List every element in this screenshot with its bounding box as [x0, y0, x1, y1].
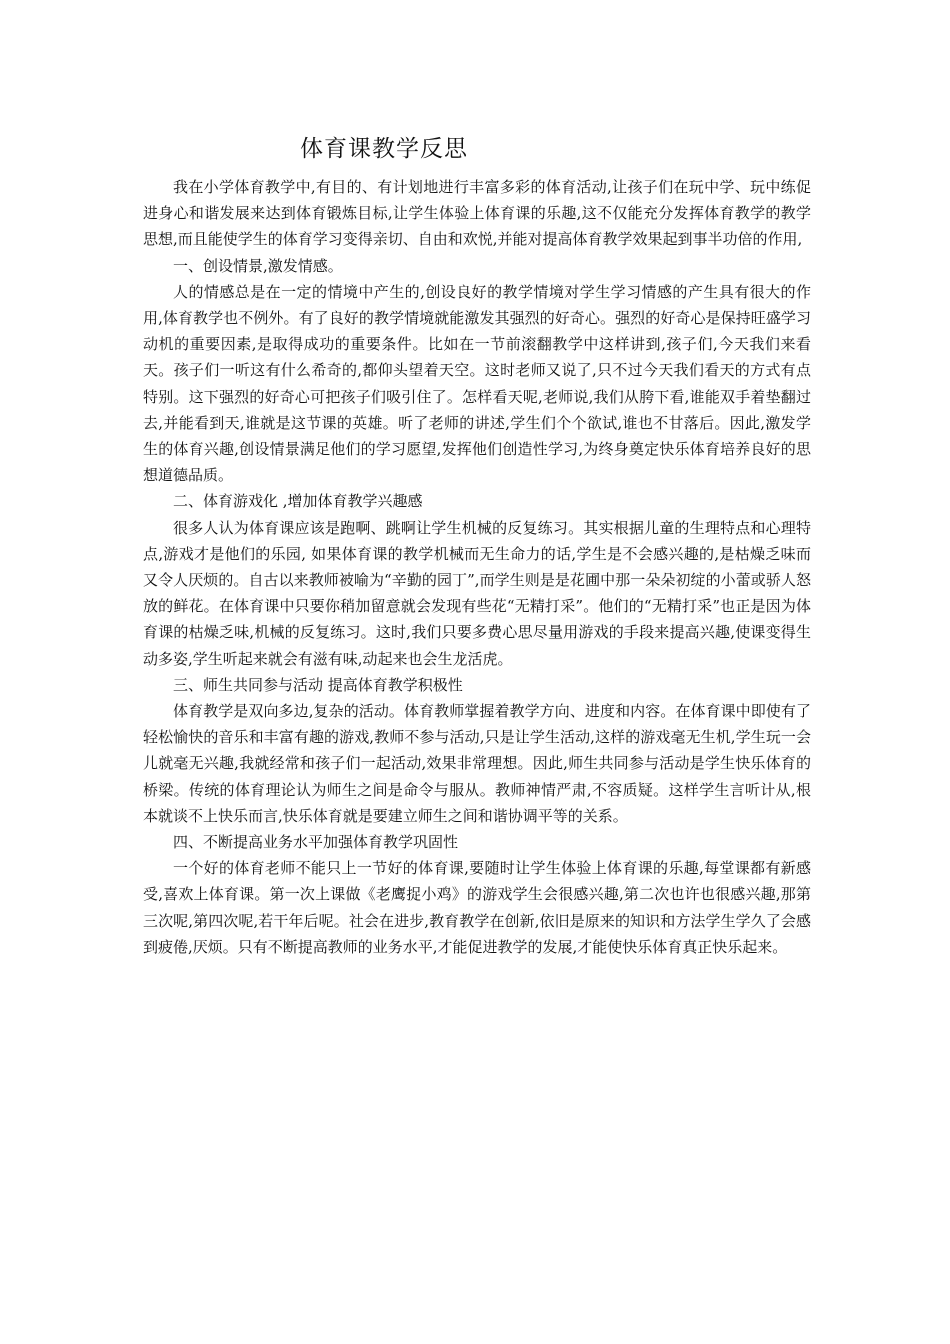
document-body — [143, 174, 811, 960]
section-3-paragraph: 体育教学是双向多边,复杂的活动。体育教师掌握着教学方向、进度和内容。在体育课中即使有了轻松愉快的音乐和丰富有趣的游戏,教师不参与活动,只是让学生活动,这样的游戏毫无生机,学生玩一会儿就毫无兴趣,我就经常和孩子们一起活动,效果非常理想。因此,师生共同参与活动是学生快乐体育的桥梁。传统的体育理论认为师生之间是命令与服从。教师神情严肃,不容质疑。这样学生言听计从,根本就谈不上快乐而言,快乐体育就是要建立师生之间和谐协调平等的关系。 — [143, 702, 811, 825]
section-heading-2: 二、体育游戏化 ,增加体育教学兴趣感 — [173, 492, 423, 511]
section-heading-4: 四、不断提高业务水平加强体育教学巩固性 — [173, 833, 459, 852]
document-title: 体育课教学反思 — [300, 136, 468, 162]
intro-paragraph: 我在小学体育教学中,有目的、有计划地进行丰富多彩的体育活动,让孩子们在玩中学、玩中练促进身心和谐发展来达到体育锻炼目标,让学生体验上体育课的乐趣,这不仅能充分发挥体育教学的教学思想,而且能使学生的体育学习变得亲切、自由和欢悦,并能对提高体育教学效果起到事半功倍的作用, — [143, 178, 811, 249]
section-2-paragraph: 很多人认为体育课应该是跑啊、跳啊让学生机械的反复练习。其实根据儿童的生理特点和心理特点,游戏才是他们的乐园, 如果体育课的教学机械而无生命力的话,学生是不会感兴趣的,是枯燥乏味而又令人厌烦的。自古以来教师被喻为“辛勤的园丁”,而学生则是是花圃中那一朵朵初绽的小蕾或骄人怒放的鲜花。在体育课中只要你稍加留意就会发现有些花“无精打采”。他们的“无精打采”也正是因为体育课的枯燥乏味,机械的反复练习。这时,我们只要多费心思尽量用游戏的手段来提高兴趣,使课变得生动多姿,学生听起来就会有滋有味,动起来也会生龙活虎。 — [143, 518, 811, 668]
section-4-paragraph: 一个好的体育老师不能只上一节好的体育课,要随时让学生体验上体育课的乐趣,每堂课都有新感受,喜欢上体育课。第一次上课做《老鹰捉小鸡》的游戏学生会很感兴趣,第二次也许也很感兴趣,那第三次呢,第四次呢,若干年后呢。社会在进步,教育教学在创新,依旧是原来的知识和方法学生学久了会感到疲倦,厌烦。只有不断提高教师的业务水平,才能促进教学的发展,才能使快乐体育真正快乐起来。 — [143, 859, 811, 956]
section-heading-3: 三、师生共同参与活动 提高体育教学积极性 — [173, 675, 463, 694]
section-1-paragraph: 人的情感总是在一定的情境中产生的,创设良好的教学情境对学生学习情感的产生具有很大的作用,体育教学也不例外。有了良好的教学情境就能激发其强烈的好奇心。强烈的好奇心是保持旺盛学习动机的重要因素,是取得成功的重要条件。比如在一节前滚翻教学中这样讲到,孩子们,今天我们来看天。孩子们一听这有什么希奇的,都仰头望着天空。这时老师又说了,只不过今天我们看天的方式有点特别。这下强烈的好奇心可把孩子们吸引住了。怎样看天呢,老师说,我们从胯下看,谁能双手着垫翻过去,并能看到天,谁就是这节课的英雄。听了老师的讲述,学生们个个欲试,谁也不甘落后。因此,激发学生的体育兴趣,创设情景满足他们的学习愿望,发挥他们创造性学习,为终身奠定快乐体育培养良好的思想道德品质。 — [143, 282, 811, 485]
section-heading-1: 一、创设情景,激发情感。 — [173, 256, 343, 275]
